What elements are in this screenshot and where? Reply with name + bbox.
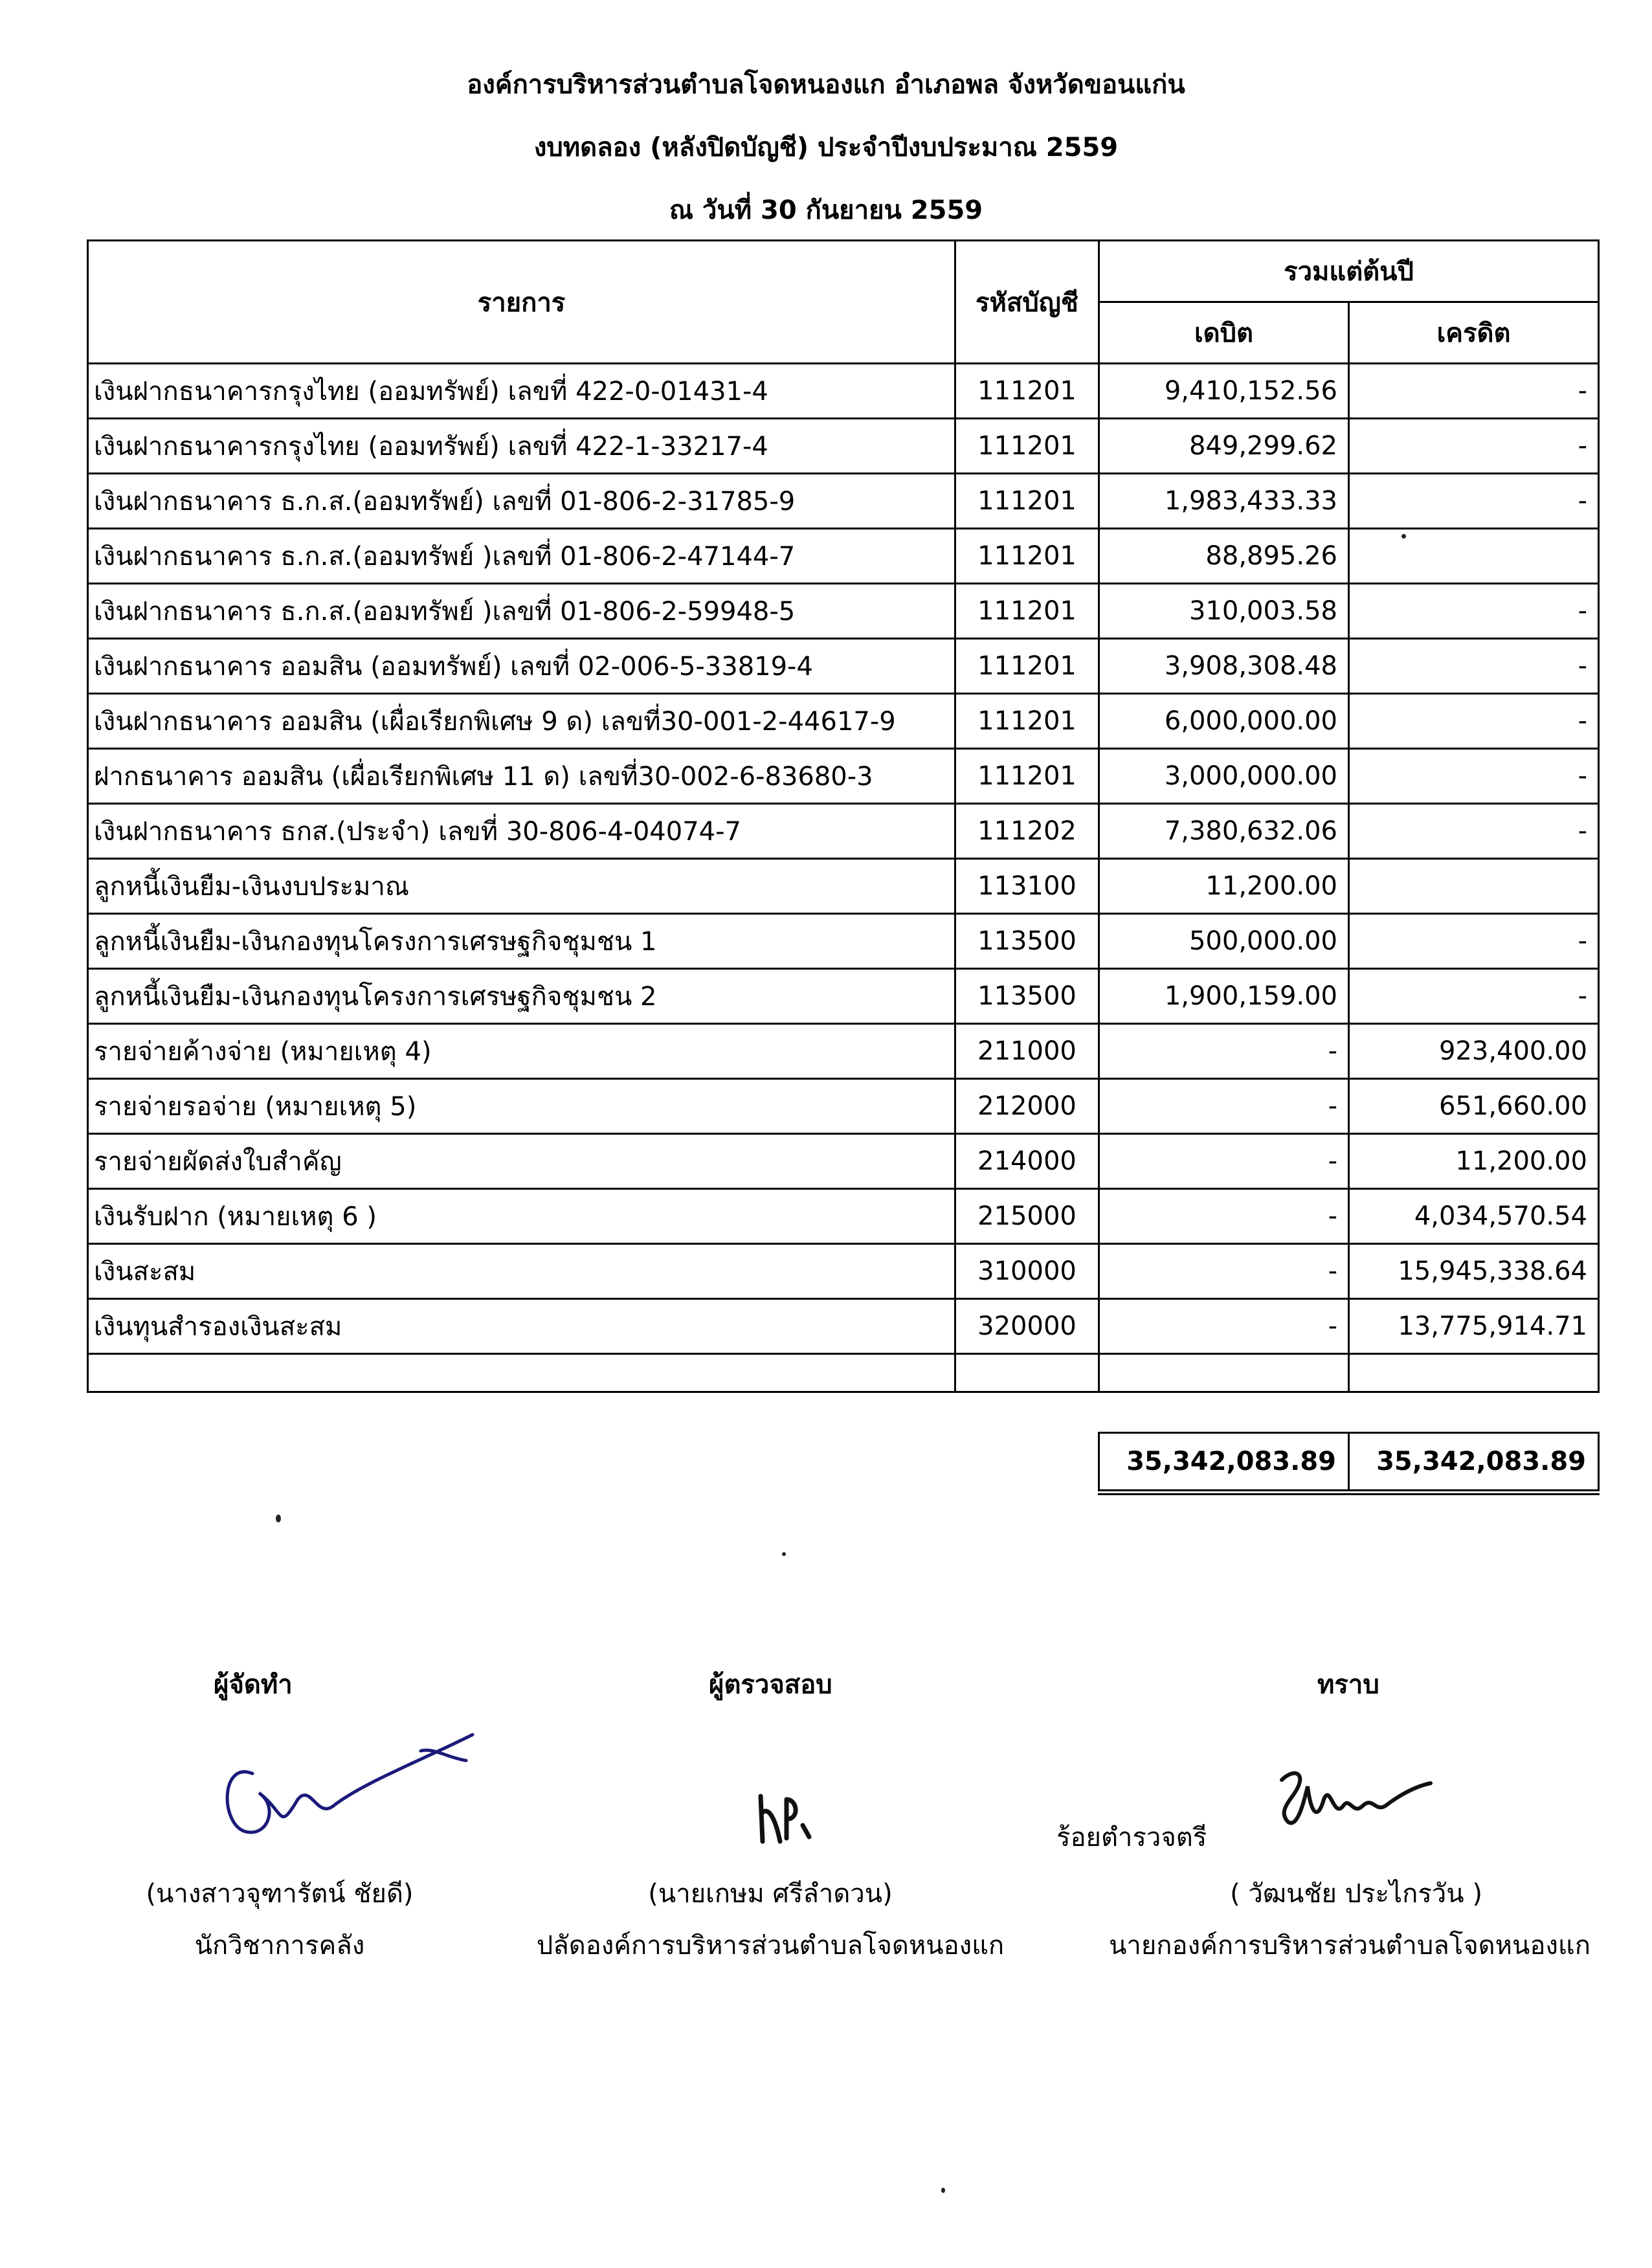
table-row: [88, 584, 1599, 639]
row-item: เงินฝากธนาคาร ออมสิน (ออมทรัพย์) เลขที่ 02-006-5-33819-4: [88, 639, 955, 694]
preparer-position: นักวิชาการคลัง: [194, 1931, 365, 1961]
row-credit: 15,945,338.64: [1349, 1244, 1599, 1299]
table-row: [88, 914, 1599, 969]
row-item: ลูกหนี้เงินยืม-เงินกองทุนโครงการเศรษฐกิจชุมชน 2: [88, 969, 955, 1024]
row-debit: 3,000,000.00: [1099, 749, 1349, 804]
row-credit: -: [1349, 914, 1599, 969]
row-debit: 9,410,152.56: [1099, 364, 1349, 419]
acknowledger-name: ( วัฒนชัย ประไกรวัน ): [1230, 1879, 1482, 1909]
reviewer-position: ปลัดองค์การบริหารส่วนตำบลโจดหนองแก: [536, 1931, 1005, 1961]
row-account-code: 113500: [955, 914, 1099, 969]
table-row-blank: [88, 1354, 1599, 1392]
table-row: [88, 639, 1599, 694]
row-credit: -: [1349, 804, 1599, 859]
report-date: ณ วันที่ 30 กันยายน 2559: [669, 195, 983, 225]
row-item: เงินฝากธนาคาร ธกส.(ประจำ) เลขที่ 30-806-4-04074-7: [88, 804, 955, 859]
row-item: รายจ่ายผัดส่งใบสำคัญ: [88, 1134, 955, 1189]
row-account-code: 111201: [955, 584, 1099, 639]
scan-speck: [782, 1552, 786, 1556]
row-debit: 7,380,632.06: [1099, 804, 1349, 859]
row-account-code: 111201: [955, 419, 1099, 474]
row-item: เงินฝากธนาคาร ออมสิน (เผื่อเรียกพิเศษ 9 ด) เลขที่30-001-2-44617-9: [88, 694, 955, 749]
row-debit: 1,983,433.33: [1099, 474, 1349, 529]
row-credit: 923,400.00: [1349, 1024, 1599, 1079]
blank-cell: [1099, 1354, 1349, 1392]
row-item: เงินรับฝาก (หมายเหตุ 6 ): [88, 1189, 955, 1244]
row-item: เงินทุนสำรองเงินสะสม: [88, 1299, 955, 1354]
row-debit: -: [1099, 1024, 1349, 1079]
row-account-code: 111202: [955, 804, 1099, 859]
row-debit: -: [1099, 1299, 1349, 1354]
scan-speck: [1401, 534, 1406, 539]
row-debit: 3,908,308.48: [1099, 639, 1349, 694]
row-credit: 11,200.00: [1349, 1134, 1599, 1189]
blank-cell: [955, 1354, 1099, 1392]
preparer-title: ผู้จัดทำ: [214, 1670, 293, 1700]
table-row: [88, 364, 1599, 419]
row-debit: -: [1099, 1079, 1349, 1134]
table-row: [88, 1189, 1599, 1244]
row-item: ลูกหนี้เงินยืม-เงินงบประมาณ: [88, 859, 955, 914]
reviewer-name: (นายเกษม ศรีลำดวน): [648, 1879, 893, 1909]
table-row: [88, 529, 1599, 584]
row-debit: -: [1099, 1189, 1349, 1244]
row-credit: -: [1349, 584, 1599, 639]
acknowledger-position: นายกองค์การบริหารส่วนตำบลโจดหนองแก: [1109, 1931, 1591, 1961]
col-cumulative-header: รวมแต่ต้นปี: [1099, 241, 1599, 302]
table-row: [88, 1079, 1599, 1134]
row-debit: 310,003.58: [1099, 584, 1349, 639]
reviewer-title: ผู้ตรวจสอบ: [709, 1670, 832, 1700]
table-row: [88, 1134, 1599, 1189]
total-debit: 35,342,083.89: [1099, 1433, 1349, 1493]
table-row: [88, 969, 1599, 1024]
reviewer-signature: [751, 1786, 829, 1851]
row-account-code: 113100: [955, 859, 1099, 914]
row-credit: -: [1349, 474, 1599, 529]
row-item: รายจ่ายค้างจ่าย (หมายเหตุ 4): [88, 1024, 955, 1079]
preparer-signature: [207, 1722, 479, 1851]
row-credit: [1349, 529, 1599, 584]
row-credit: -: [1349, 749, 1599, 804]
table-row: [88, 804, 1599, 859]
row-item: ฝากธนาคาร ออมสิน (เผื่อเรียกพิเศษ 11 ด) เลขที่30-002-6-83680-3: [88, 749, 955, 804]
row-account-code: 111201: [955, 529, 1099, 584]
row-account-code: 215000: [955, 1189, 1099, 1244]
row-debit: 849,299.62: [1099, 419, 1349, 474]
row-account-code: 320000: [955, 1299, 1099, 1354]
row-account-code: 111201: [955, 639, 1099, 694]
col-credit-header: เครดิต: [1349, 302, 1599, 364]
org-title: องค์การบริหารส่วนตำบลโจดหนองแก อำเภอพล จังหวัดขอนแก่น: [467, 70, 1185, 100]
row-item: เงินฝากธนาคาร ธ.ก.ส.(ออมทรัพย์) เลขที่ 01-806-2-31785-9: [88, 474, 955, 529]
scan-speck: [941, 2188, 945, 2193]
col-item-header: รายการ: [88, 241, 955, 364]
row-debit: 500,000.00: [1099, 914, 1349, 969]
acknowledger-signature: [1269, 1761, 1437, 1845]
row-item: เงินฝากธนาคาร ธ.ก.ส.(ออมทรัพย์ )เลขที่ 01-806-2-47144-7: [88, 529, 955, 584]
row-credit: 4,034,570.54: [1349, 1189, 1599, 1244]
row-account-code: 111201: [955, 694, 1099, 749]
scan-speck: [276, 1515, 281, 1522]
row-item: เงินฝากธนาคารกรุงไทย (ออมทรัพย์) เลขที่ 422-1-33217-4: [88, 419, 955, 474]
row-item: ลูกหนี้เงินยืม-เงินกองทุนโครงการเศรษฐกิจชุมชน 1: [88, 914, 955, 969]
total-credit: 35,342,083.89: [1349, 1433, 1599, 1493]
trial-balance-table: [87, 239, 1600, 1393]
blank-cell: [88, 1354, 955, 1392]
acknowledger-title: ทราบ: [1317, 1670, 1379, 1700]
table-row: [88, 419, 1599, 474]
row-debit: -: [1099, 1134, 1349, 1189]
row-debit: 6,000,000.00: [1099, 694, 1349, 749]
row-item: รายจ่ายรอจ่าย (หมายเหตุ 5): [88, 1079, 955, 1134]
row-account-code: 211000: [955, 1024, 1099, 1079]
blank-cell: [1349, 1354, 1599, 1392]
row-item: เงินสะสม: [88, 1244, 955, 1299]
table-row: [88, 694, 1599, 749]
row-item: เงินฝากธนาคาร ธ.ก.ส.(ออมทรัพย์ )เลขที่ 01-806-2-59948-5: [88, 584, 955, 639]
row-debit: 11,200.00: [1099, 859, 1349, 914]
row-account-code: 111201: [955, 474, 1099, 529]
row-debit: 1,900,159.00: [1099, 969, 1349, 1024]
row-credit: 651,660.00: [1349, 1079, 1599, 1134]
preparer-name: (นางสาวจุฑารัตน์ ชัยดี): [146, 1879, 414, 1909]
row-account-code: 212000: [955, 1079, 1099, 1134]
row-credit: 13,775,914.71: [1349, 1299, 1599, 1354]
row-account-code: 310000: [955, 1244, 1099, 1299]
row-credit: -: [1349, 639, 1599, 694]
col-code-header: รหัสบัญชี: [955, 241, 1099, 364]
col-debit-header: เดบิต: [1099, 302, 1349, 364]
acknowledger-rank: ร้อยตำรวจตรี: [1056, 1823, 1207, 1852]
row-credit: -: [1349, 694, 1599, 749]
table-row: [88, 1244, 1599, 1299]
row-item: เงินฝากธนาคารกรุงไทย (ออมทรัพย์) เลขที่ 422-0-01431-4: [88, 364, 955, 419]
row-account-code: 111201: [955, 749, 1099, 804]
totals-row: [1098, 1432, 1600, 1495]
row-account-code: 113500: [955, 969, 1099, 1024]
table-row: [88, 474, 1599, 529]
row-debit: 88,895.26: [1099, 529, 1349, 584]
table-row: [88, 1024, 1599, 1079]
table-row: [88, 749, 1599, 804]
row-account-code: 111201: [955, 364, 1099, 419]
row-credit: [1349, 859, 1599, 914]
report-title: งบทดลอง (หลังปิดบัญชี) ประจำปีงบประมาณ 2559: [533, 133, 1119, 162]
table-row: [88, 859, 1599, 914]
row-debit: -: [1099, 1244, 1349, 1299]
row-credit: -: [1349, 419, 1599, 474]
table-row: [88, 1299, 1599, 1354]
row-credit: -: [1349, 969, 1599, 1024]
row-account-code: 214000: [955, 1134, 1099, 1189]
row-credit: -: [1349, 364, 1599, 419]
